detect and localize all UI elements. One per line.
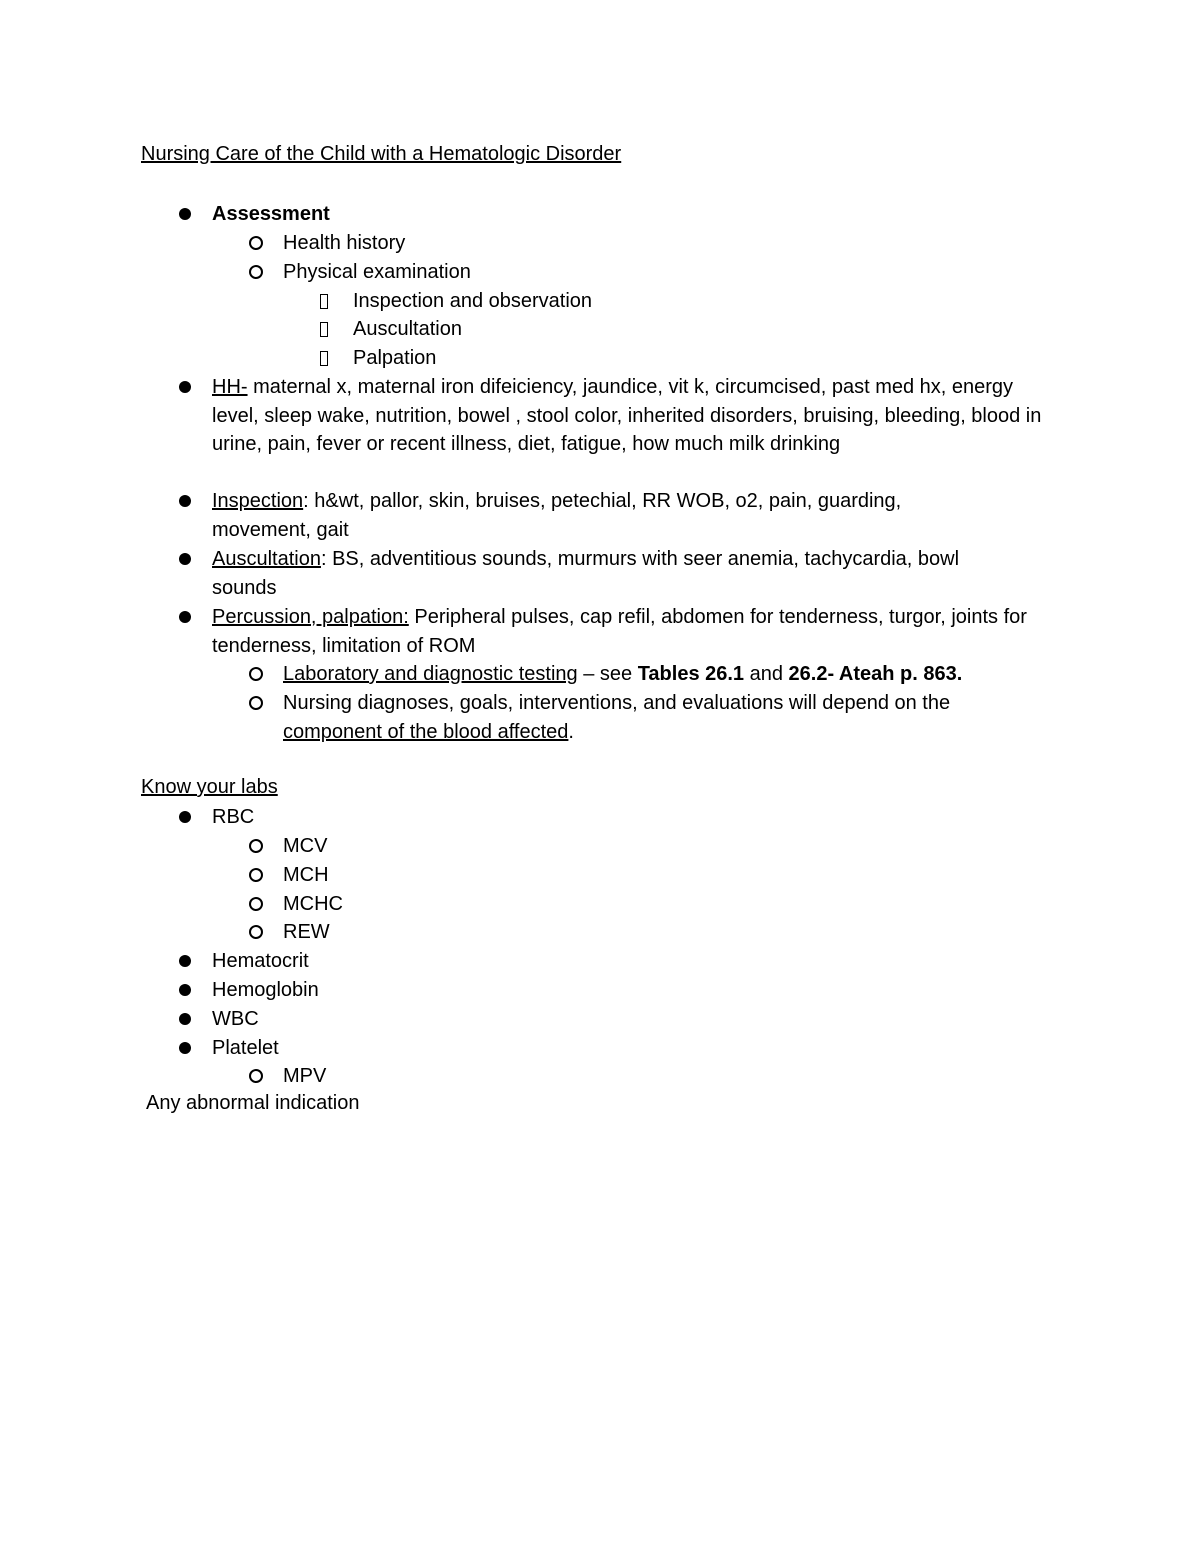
list-item-mchc [283,890,1083,919]
nursing-dx-underlined: component of the blood affected [283,720,569,743]
lab-sub-text: MCHC [283,893,343,915]
lab-testing-dash: – see [577,663,638,685]
bullet-disc-icon [179,955,191,967]
list-item-rew [283,918,1083,947]
closing-note: Any abnormal indication [146,1092,360,1114]
list-item-inspection [212,487,972,544]
list-item-platelet [212,1034,1082,1063]
document-title: Nursing Care of the Child with a Hematologic Disorder [141,143,622,165]
bullet-circle-icon [249,925,263,939]
list-item-mpv [283,1062,1083,1091]
lab-testing-tables: Tables 26.1 [637,663,745,685]
bullet-disc-icon [179,811,191,823]
lab-sub-text: MCH [283,864,329,886]
list-item-hematocrit [212,947,1082,976]
wbc-text: WBC [212,1008,259,1030]
bullet-disc-icon [179,495,191,507]
list-item-health-history [283,229,1083,258]
exam-item-text: Auscultation [353,318,462,340]
health-history-text: Health history [283,232,406,254]
bullet-circle-icon [249,696,263,710]
lab-sub-text: REW [283,921,330,943]
exam-item-text: Inspection and observation [353,290,593,312]
physical-exam-text: Physical examination [283,261,471,283]
platelet-text: Platelet [212,1037,279,1059]
lab-testing-ref: 26.2- Ateah p. 863. [788,663,963,685]
list-item-rbc [212,803,1082,832]
hh-label: HH- [212,376,248,398]
list-item-lab-testing [283,660,1083,689]
bullet-disc-icon [179,611,191,623]
list-item-mch [283,861,1083,890]
list-item-exam-auscultation [353,315,1073,344]
list-item-assessment [212,200,1082,229]
bullet-box-icon [320,294,328,309]
bullet-circle-icon [249,1069,263,1083]
list-item-exam-palpation [353,344,1073,373]
bullet-disc-icon [179,381,191,393]
bullet-circle-icon [249,868,263,882]
bullet-circle-icon [249,839,263,853]
bullet-disc-icon [179,1013,191,1025]
rbc-text: RBC [212,806,255,828]
list-item-nursing-dx [283,689,1013,746]
lab-sub-text: MCV [283,835,328,857]
percussion-text: Peripheral pulses, cap refil, abdomen for tenderness, turgor, joints for tenderness, limitation of ROM [212,606,1027,657]
inspection-label: Inspection [212,490,304,512]
bullet-circle-icon [249,897,263,911]
bullet-box-icon [320,351,328,366]
list-item-physical-exam [283,258,1083,287]
bullet-circle-icon [249,236,263,250]
nursing-dx-end: . [568,720,574,743]
labs-heading: Know your labs [141,776,278,798]
assessment-label: Assessment [212,203,330,225]
lab-testing-and: and [744,663,789,685]
lab-sub-text: MPV [283,1065,327,1087]
list-item-mcv [283,832,1083,861]
hh-text: maternal x, maternal iron difeiciency, jaundice, vit k, circumcised, past med hx, energy level, sleep wake, nutrition, bowel , stool color, inherited disorders, bruising, bleeding, blood in urine, pain, fever or recent illness, diet, fatigue, how much milk drinking [212,376,1042,456]
lab-testing-label: Laboratory and diagnostic testing [283,663,578,685]
bullet-circle-icon [249,667,263,681]
inspection-text: : h&wt, pallor, skin, bruises, petechial, RR WOB, o2, pain, guarding, movement, gait [212,490,902,541]
hemoglobin-text: Hemoglobin [212,979,319,1001]
list-item-wbc [212,1005,1082,1034]
exam-item-text: Palpation [353,347,437,369]
bullet-disc-icon [179,1042,191,1054]
percussion-label: Percussion, palpation: [212,606,409,628]
list-item-hemoglobin [212,976,1082,1005]
auscultation-text: : BS, adventitious sounds, murmurs with seer anemia, tachycardia, bowl sounds [212,548,960,599]
bullet-disc-icon [179,984,191,996]
bullet-disc-icon [179,553,191,565]
list-item-auscultation [212,545,1027,602]
bullet-disc-icon [179,208,191,220]
auscultation-label: Auscultation [212,548,321,570]
bullet-box-icon [320,322,328,337]
list-item-exam-inspection [353,287,1073,316]
list-item-percussion [212,603,1072,660]
nursing-dx-text: Nursing diagnoses, goals, interventions, and evaluations will depend on the [283,692,951,714]
hematocrit-text: Hematocrit [212,950,309,972]
bullet-circle-icon [249,265,263,279]
list-item-hh [212,373,1052,459]
